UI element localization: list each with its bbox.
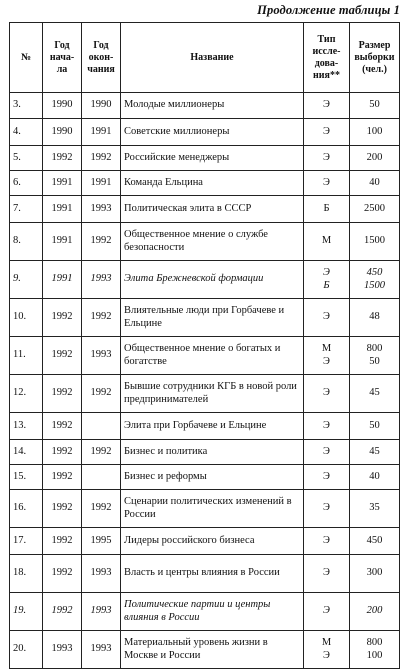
row-end-year: 1993 xyxy=(82,261,121,299)
row-end-year: 1992 xyxy=(82,440,121,465)
row-end-year: 1993 xyxy=(82,196,121,223)
row-study-type: Э xyxy=(304,93,350,119)
row-start-year: 1991 xyxy=(43,261,82,299)
row-number: 11. xyxy=(10,337,43,375)
table-row xyxy=(10,93,400,119)
row-number: 13. xyxy=(10,413,43,440)
row-sample-size: 450 xyxy=(350,528,400,555)
row-study-type: М Э xyxy=(304,337,350,375)
row-study-type: Э xyxy=(304,413,350,440)
table-row xyxy=(10,223,400,261)
table-row xyxy=(10,490,400,528)
row-end-year xyxy=(82,413,121,440)
row-number: 19. xyxy=(10,593,43,631)
row-title: Власть и центры влияния в России xyxy=(121,555,304,593)
header-end-year: Год окон- чания xyxy=(82,23,121,93)
row-study-type: Э xyxy=(304,593,350,631)
row-start-year: 1990 xyxy=(43,119,82,146)
table-row xyxy=(10,528,400,555)
row-end-year xyxy=(82,465,121,490)
row-number: 18. xyxy=(10,555,43,593)
row-number: 20. xyxy=(10,631,43,669)
row-start-year: 1992 xyxy=(43,375,82,413)
table-row xyxy=(10,555,400,593)
row-start-year: 1992 xyxy=(43,490,82,528)
row-sample-size: 50 xyxy=(350,93,400,119)
header-number: № xyxy=(10,23,43,93)
row-start-year: 1992 xyxy=(43,413,82,440)
header-row xyxy=(10,23,400,93)
row-title: Команда Ельцина xyxy=(121,171,304,196)
row-start-year: 1991 xyxy=(43,196,82,223)
row-end-year: 1993 xyxy=(82,631,121,669)
row-end-year: 1993 xyxy=(82,555,121,593)
header-study-type: Тип иссле- дова- ния** xyxy=(304,23,350,93)
row-number: 6. xyxy=(10,171,43,196)
row-title: Российские менеджеры xyxy=(121,146,304,171)
row-study-type: Э xyxy=(304,490,350,528)
table-row xyxy=(10,440,400,465)
table-caption: Продолжение таблицы 1 xyxy=(257,3,400,17)
row-end-year: 1993 xyxy=(82,593,121,631)
row-start-year: 1992 xyxy=(43,299,82,337)
row-end-year: 1992 xyxy=(82,146,121,171)
row-study-type: Э xyxy=(304,440,350,465)
row-study-type: Э xyxy=(304,171,350,196)
table-row xyxy=(10,337,400,375)
row-title: Общественное мнение о богатых и богатстве xyxy=(121,337,304,375)
row-title: Элита при Горбачеве и Ельцине xyxy=(121,413,304,440)
row-title: Советские миллионеры xyxy=(121,119,304,146)
row-sample-size: 300 xyxy=(350,555,400,593)
row-title: Бизнес и реформы xyxy=(121,465,304,490)
row-number: 3. xyxy=(10,93,43,119)
row-title: Материальный уровень жизни в Москве и России xyxy=(121,631,304,669)
row-start-year: 1991 xyxy=(43,223,82,261)
row-title: Бывшие сотрудники КГБ в новой роли предпринимателей xyxy=(121,375,304,413)
table-row xyxy=(10,171,400,196)
table-row xyxy=(10,119,400,146)
row-start-year: 1990 xyxy=(43,93,82,119)
row-start-year: 1992 xyxy=(43,593,82,631)
row-start-year: 1992 xyxy=(43,465,82,490)
row-sample-size: 450 1500 xyxy=(350,261,400,299)
row-end-year: 1992 xyxy=(82,299,121,337)
row-study-type: Э xyxy=(304,119,350,146)
header-title: Название xyxy=(121,23,304,93)
row-number: 8. xyxy=(10,223,43,261)
row-end-year: 1993 xyxy=(82,337,121,375)
row-title: Политические партии и центры влияния в России xyxy=(121,593,304,631)
table-row xyxy=(10,375,400,413)
row-sample-size: 50 xyxy=(350,413,400,440)
row-sample-size: 100 xyxy=(350,119,400,146)
header-sample-size: Размер выборки (чел.) xyxy=(350,23,400,93)
table-row xyxy=(10,593,400,631)
row-end-year: 1992 xyxy=(82,375,121,413)
row-sample-size: 40 xyxy=(350,465,400,490)
row-study-type: Э xyxy=(304,465,350,490)
row-study-type: М xyxy=(304,223,350,261)
row-sample-size: 800 100 xyxy=(350,631,400,669)
row-sample-size: 40 xyxy=(350,171,400,196)
row-title: Элита Брежневской формации xyxy=(121,261,304,299)
row-sample-size: 45 xyxy=(350,375,400,413)
row-sample-size: 2500 xyxy=(350,196,400,223)
row-start-year: 1992 xyxy=(43,555,82,593)
row-sample-size: 48 xyxy=(350,299,400,337)
row-end-year: 1995 xyxy=(82,528,121,555)
row-number: 14. xyxy=(10,440,43,465)
table-row xyxy=(10,299,400,337)
row-end-year: 1992 xyxy=(82,223,121,261)
row-title: Молодые миллионеры xyxy=(121,93,304,119)
row-study-type: Э xyxy=(304,555,350,593)
row-start-year: 1993 xyxy=(43,631,82,669)
row-start-year: 1992 xyxy=(43,337,82,375)
row-title: Лидеры российского бизнеса xyxy=(121,528,304,555)
row-title: Влиятельные люди при Горбачеве и Ельцине xyxy=(121,299,304,337)
table-row xyxy=(10,196,400,223)
row-end-year: 1992 xyxy=(82,490,121,528)
row-sample-size: 200 xyxy=(350,593,400,631)
row-study-type: Э xyxy=(304,146,350,171)
row-sample-size: 45 xyxy=(350,440,400,465)
row-study-type: М Э xyxy=(304,631,350,669)
table-row xyxy=(10,413,400,440)
research-table xyxy=(9,22,400,669)
row-study-type: Э xyxy=(304,528,350,555)
table-row xyxy=(10,146,400,171)
row-start-year: 1992 xyxy=(43,528,82,555)
row-sample-size: 35 xyxy=(350,490,400,528)
row-start-year: 1991 xyxy=(43,171,82,196)
row-sample-size: 200 xyxy=(350,146,400,171)
row-title: Бизнес и политика xyxy=(121,440,304,465)
row-study-type: Б xyxy=(304,196,350,223)
row-number: 10. xyxy=(10,299,43,337)
table-row xyxy=(10,261,400,299)
table-row xyxy=(10,631,400,669)
row-study-type: Э Б xyxy=(304,261,350,299)
row-title: Сценарии политических изменений в России xyxy=(121,490,304,528)
row-number: 7. xyxy=(10,196,43,223)
row-number: 5. xyxy=(10,146,43,171)
row-title: Общественное мнение о службе безопасности xyxy=(121,223,304,261)
row-study-type: Э xyxy=(304,299,350,337)
row-start-year: 1992 xyxy=(43,146,82,171)
row-number: 17. xyxy=(10,528,43,555)
row-number: 16. xyxy=(10,490,43,528)
row-end-year: 1991 xyxy=(82,171,121,196)
row-number: 4. xyxy=(10,119,43,146)
header-start-year: Год нача- ла xyxy=(43,23,82,93)
row-study-type: Э xyxy=(304,375,350,413)
row-end-year: 1990 xyxy=(82,93,121,119)
row-sample-size: 1500 xyxy=(350,223,400,261)
table-row xyxy=(10,465,400,490)
row-number: 12. xyxy=(10,375,43,413)
row-sample-size: 800 50 xyxy=(350,337,400,375)
row-number: 9. xyxy=(10,261,43,299)
row-start-year: 1992 xyxy=(43,440,82,465)
row-end-year: 1991 xyxy=(82,119,121,146)
row-number: 15. xyxy=(10,465,43,490)
row-title: Политическая элита в СССР xyxy=(121,196,304,223)
